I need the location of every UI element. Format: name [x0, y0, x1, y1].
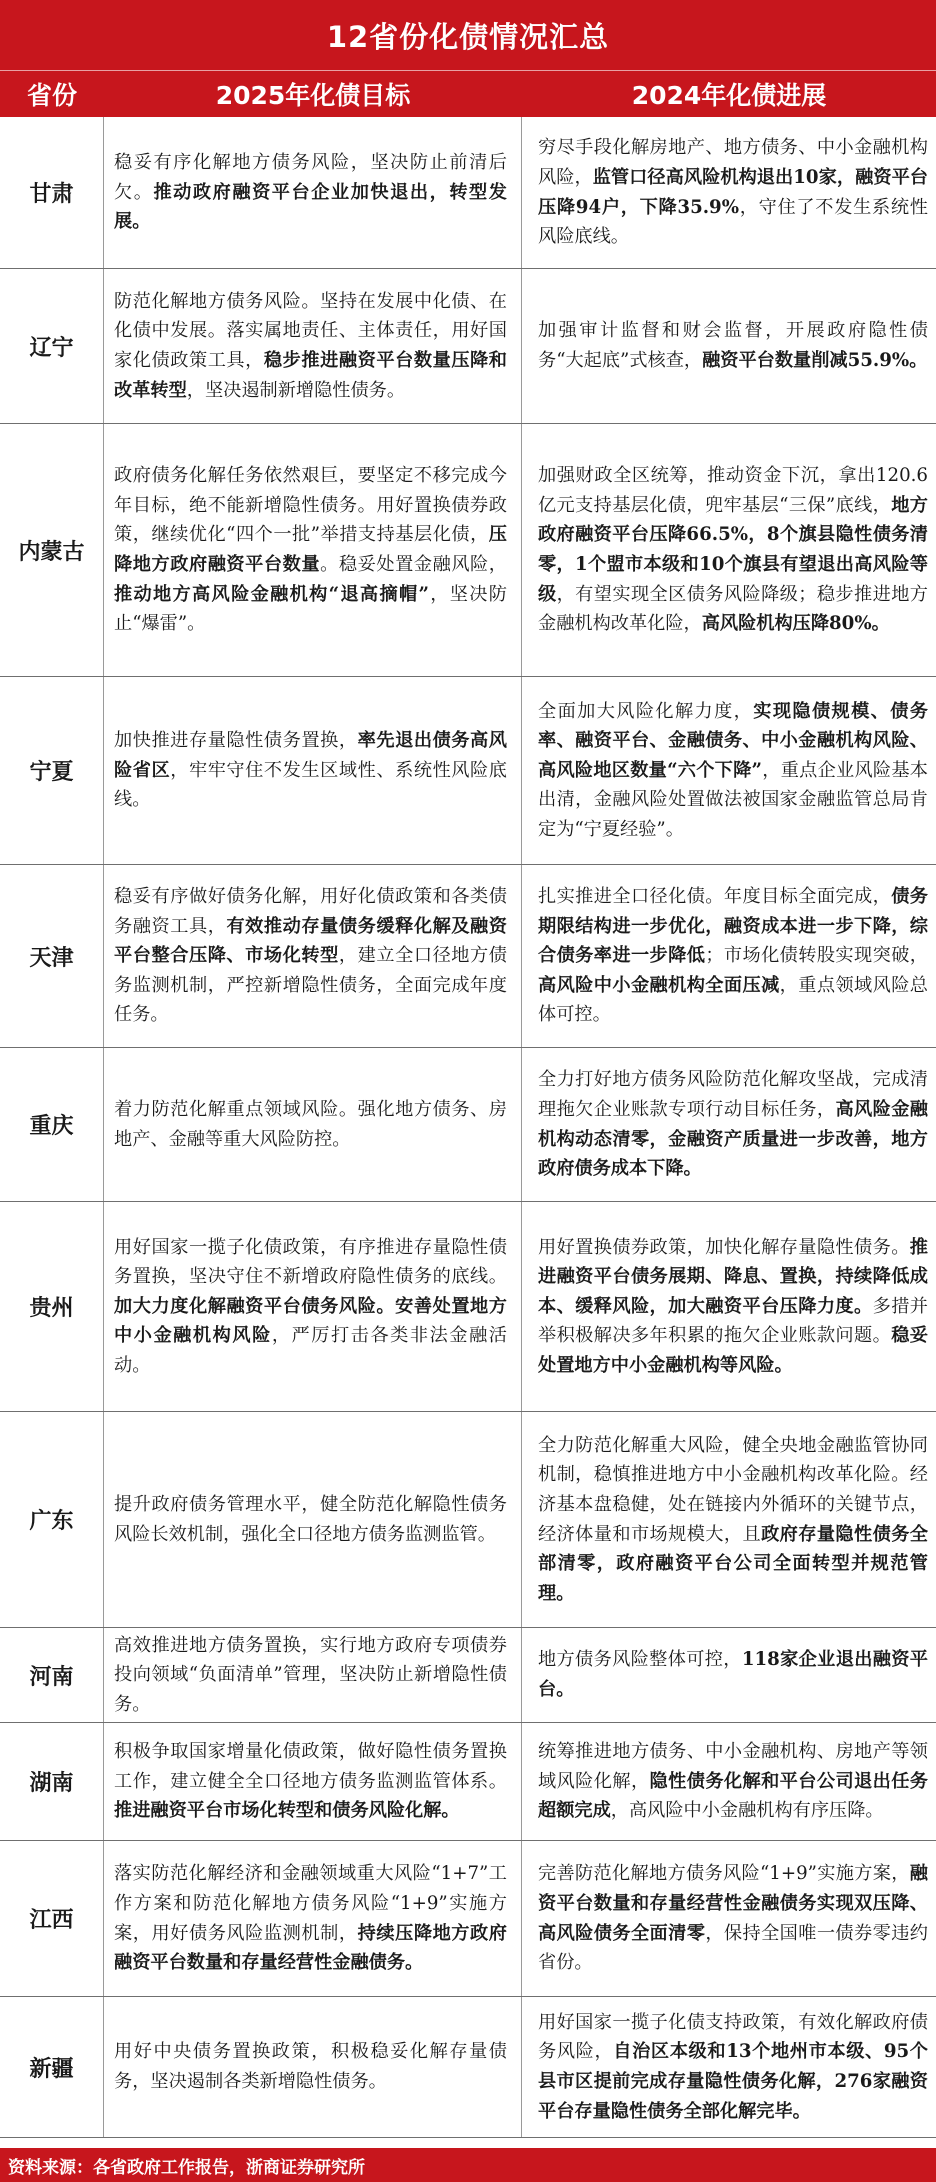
text-run: 全面加大风险化解力度，: [538, 700, 754, 722]
emphasized-text: 高风险机构压降80%。: [701, 613, 890, 635]
table-row: [0, 1723, 936, 1841]
text-run: 统筹推进地方债务、中小金融机构、房地产等领域风险化解，: [538, 1741, 928, 1792]
emphasized-text: 地方政府融资平台压降66.5%，8个旗县隐性债务清零，1个盟市本级和10个旗县有望退出高风险等级: [538, 494, 928, 605]
progress-cell: [522, 1628, 936, 1722]
progress-text: [538, 316, 928, 375]
text-run: 稳妥有序做好债务化解，用好化债政策和各类债务融资工具，: [114, 886, 507, 937]
province-cell: 湖南: [0, 1723, 104, 1840]
province-cell: 江西: [0, 1841, 104, 1996]
text-run: ，严厉打击各类非法金融活动。: [114, 1325, 507, 1376]
text-run: ，坚决遏制新增隐性债务。: [186, 379, 406, 401]
text-run: 稳妥有序化解地方债务风险，坚决防止前清后欠。: [114, 152, 507, 203]
emphasized-text: 高风险金融机构动态清零，金融资产质量进一步改善，地方政府债务成本下降。: [538, 1098, 928, 1180]
emphasized-text: 稳妥处置地方中小金融机构等风险。: [538, 1325, 928, 1376]
text-run: 积极争取国家增量化债政策，做好隐性债务置换工作，建立健全全口径地方债务监测监管体系。: [114, 1741, 507, 1792]
table-header: [0, 70, 936, 117]
province-cell: 重庆: [0, 1048, 104, 1201]
target-cell: [104, 117, 522, 268]
progress-text: [538, 461, 928, 639]
text-run: ，有望实现全区债务风险降级；稳步推进地方金融机构改革化险，: [538, 583, 928, 635]
target-text: [114, 1490, 507, 1549]
emphasized-text: 政府存量隐性债务全部清零，政府融资平台公司全面转型并规范管理。: [538, 1523, 928, 1604]
text-run: 用好中央债务置换政策，积极稳妥化解存量债务，坚决遏制各类新增隐性债务。: [114, 2041, 507, 2092]
emphasized-text: 隐性债务化解和平台公司退出任务超额完成: [538, 1770, 928, 1822]
progress-text: [538, 1065, 928, 1183]
table-row: [0, 1997, 936, 2138]
source-note: 资料来源：各省政府工作报告，浙商证券研究所: [0, 2148, 936, 2182]
progress-cell: [522, 865, 936, 1047]
target-text: [114, 1095, 507, 1154]
emphasized-text: 推进融资平台债务展期、降息、置换，持续降低成本、缓释风险，加大融资平台压降力度。: [538, 1236, 928, 1317]
target-text: [114, 882, 507, 1030]
target-text: [114, 1737, 507, 1826]
text-run: ，守住了不发生系统性风险底线。: [538, 196, 928, 248]
target-cell: [104, 1628, 522, 1722]
province-cell: 广东: [0, 1412, 104, 1627]
emphasized-text: 有效推动存量债务缓释化解及融资平台整合压降、市场化转型: [114, 915, 507, 967]
text-run: ，重点企业风险基本出清，金融风险处置做法被国家金融监管总局肯定为“宁夏经验”。: [538, 759, 928, 840]
text-run: 高效推进地方债务置换，实行地方政府专项债券投向领域“负面清单”管理，坚决防止新增隐性债务。: [114, 1634, 507, 1715]
header-province: 省份: [26, 81, 77, 110]
table-row: [0, 1628, 936, 1723]
emphasized-text: 融资平台数量削减55.9%。: [702, 350, 928, 371]
text-run: 加强审计监督和财会监督，开展政府隐性债务“大起底”式核查，: [538, 320, 928, 371]
text-run: 用好国家一揽子化债支持政策，有效化解政府债务风险，: [538, 2011, 928, 2063]
target-cell: [104, 1841, 522, 1996]
progress-cell: [522, 677, 936, 864]
emphasized-text: 推动政府融资平台企业加快退出，转型发展。: [114, 181, 507, 233]
text-run: 穷尽手段化解房地产、地方债务、中小金融机构风险，: [538, 137, 928, 188]
target-text: [114, 726, 507, 815]
province-cell: 内蒙古: [0, 424, 104, 676]
table-row: [0, 1048, 936, 1202]
emphasized-text: 高风险中小金融机构全面压减: [538, 974, 780, 996]
table-row: [0, 865, 936, 1048]
text-run: 提升政府债务管理水平，健全防范化解隐性债务风险长效机制，强化全口径地方债务监测监管。: [114, 1493, 507, 1545]
target-cell: [104, 1723, 522, 1840]
province-cell: 甘肃: [0, 117, 104, 268]
table-row: [0, 1412, 936, 1628]
emphasized-text: 推进融资平台市场化转型和债务风险化解。: [114, 1800, 460, 1822]
progress-cell: [522, 117, 936, 268]
progress-text: [538, 882, 928, 1030]
text-run: 用好置换债券政策，加快化解存量隐性债务。: [538, 1236, 910, 1258]
table-row: [0, 1202, 936, 1412]
target-cell: [104, 1048, 522, 1201]
emphasized-text: 率先退出债务高风险省区: [114, 730, 507, 781]
progress-cell: [522, 1841, 936, 1996]
target-text: [114, 1859, 507, 1977]
progress-cell: [522, 269, 936, 423]
text-run: 地方债务风险整体可控，: [538, 1649, 742, 1671]
header-progress: 2024年化债进展: [631, 81, 827, 110]
progress-text: [538, 2008, 928, 2126]
progress-cell: [522, 1202, 936, 1411]
table-row: [0, 269, 936, 424]
text-run: ，坚决防止“爆雷”。: [114, 583, 507, 635]
text-run: 完善防范化解地方债务风险“1+9”实施方案，: [538, 1863, 910, 1885]
progress-text: [538, 1859, 928, 1977]
target-cell: [104, 269, 522, 423]
table-row: [0, 424, 936, 677]
header-target: 2025年化债目标: [215, 81, 411, 110]
province-cell: 贵州: [0, 1202, 104, 1411]
emphasized-text: 压降地方政府融资平台数量: [114, 524, 507, 575]
target-text: [114, 461, 507, 639]
table-row: [0, 1841, 936, 1997]
emphasized-text: 持续压降地方政府融资平台数量和存量经营性金融债务。: [114, 1922, 507, 1974]
text-run: 扎实推进全口径化债。年度目标全面完成，: [538, 886, 892, 908]
emphasized-text: 加大力度化解融资平台债务风险。安善处置地方中小金融机构风险: [114, 1295, 507, 1347]
progress-cell: [522, 1723, 936, 1840]
text-run: 加强财政全区统筹，推动资金下沉，拿出120.6亿元支持基层化债，兜牢基层“三保”底线，: [538, 465, 928, 516]
target-cell: [104, 1997, 522, 2137]
table-row: [0, 117, 936, 269]
province-cell: 河南: [0, 1628, 104, 1722]
target-text: [114, 2037, 507, 2096]
text-run: 着力防范化解重点领域风险。强化地方债务、房地产、金融等重大风险防控。: [114, 1098, 507, 1150]
target-cell: [104, 1202, 522, 1411]
target-cell: [104, 1412, 522, 1627]
emphasized-text: 融资平台数量和存量经营性金融债务实现双压降、高风险债务全面清零: [538, 1863, 928, 1944]
text-run: 全力防范化解重大风险，健全央地金融监管协同机制，稳慎推进地方中小金融机构改革化险。经济基本盘稳健，处在链接内外循环的关键节点，经济体量和市场规模大，且: [538, 1434, 928, 1545]
province-cell: 新疆: [0, 1997, 104, 2137]
text-run: ，保持全国唯一债券零违约省份。: [538, 1922, 928, 1974]
progress-cell: [522, 1048, 936, 1201]
target-text: [114, 287, 507, 405]
emphasized-text: 自治区本级和13个地州市本级、95个县市区提前完成存量隐性债务化解，276家融资平台存量隐性债务全部化解完毕。: [538, 2041, 928, 2122]
text-run: 加快推进存量隐性债务置换，: [114, 730, 358, 752]
progress-text: [538, 1431, 928, 1609]
province-cell: 宁夏: [0, 677, 104, 864]
emphasized-text: 推动地方高风险金融机构“退高摘帽”: [114, 583, 429, 605]
text-run: 。稳妥处置金融风险，: [320, 554, 507, 575]
table-title: 12省份化债情况汇总: [0, 0, 936, 70]
emphasized-text: 实现隐债规模、债务率、融资平台、金融债务、中小金融机构风险、高风险地区数量“六个下降”: [538, 700, 928, 781]
text-run: ；市场化债转股实现突破，: [705, 945, 928, 967]
target-cell: [104, 677, 522, 864]
table-row: [0, 677, 936, 865]
emphasized-text: 债务期限结构进一步优化，融资成本进一步下降，综合债务率进一步降低: [538, 886, 928, 967]
progress-text: [538, 697, 928, 845]
progress-cell: [522, 424, 936, 676]
emphasized-text: 监管口径高风险机构退出10家，融资平台压降94户，下降35.9%: [538, 166, 928, 218]
text-run: ，牢牢守住不发生区域性、系统性风险底线。: [114, 759, 507, 811]
progress-text: [538, 133, 928, 251]
progress-cell: [522, 1997, 936, 2137]
table-body: [0, 117, 936, 2138]
progress-text: [538, 1233, 928, 1381]
progress-text: [538, 1645, 928, 1704]
progress-text: [538, 1737, 928, 1826]
text-run: 多措并举积极解决多年积累的拖欠企业账款问题。: [538, 1295, 928, 1347]
text-run: 全力打好地方债务风险防范化解攻坚战，完成清理拖欠企业账款专项行动目标任务，: [538, 1069, 928, 1120]
target-text: [114, 1233, 507, 1381]
text-run: 防范化解地方债务风险。坚持在发展中化债、在化债中发展。落实属地责任、主体责任，用好国家化债政策工具，: [114, 290, 507, 371]
text-run: ，高风险中小金融机构有序压降。: [610, 1800, 884, 1822]
target-text: [114, 1631, 507, 1720]
province-cell: 辽宁: [0, 269, 104, 423]
text-run: 用好国家一揽子化债政策，有序推进存量隐性债务置换，坚决守住不新增政府隐性债务的底线。: [114, 1236, 507, 1288]
text-run: 政府债务化解任务依然艰巨，要坚定不移完成今年目标，绝不能新增隐性债务。用好置换债券政策，继续优化“四个一批”举措支持基层化债，: [114, 465, 507, 546]
progress-cell: [522, 1412, 936, 1627]
target-text: [114, 148, 507, 237]
text-run: 落实防范化解经济和金融领域重大风险“1+7”工作方案和防范化解地方债务风险“1+9”实施方案，用好债务风险监测机制，: [114, 1863, 507, 1944]
text-run: ，建立全口径地方债务监测机制，严控新增隐性债务，全面完成年度任务。: [114, 945, 507, 1026]
emphasized-text: 118家企业退出融资平台。: [538, 1649, 928, 1700]
target-cell: [104, 865, 522, 1047]
target-cell: [104, 424, 522, 676]
province-cell: 天津: [0, 865, 104, 1047]
emphasized-text: 稳步推进融资平台数量压降和改革转型: [114, 350, 507, 401]
text-run: ，重点领域风险总体可控。: [538, 974, 928, 1026]
